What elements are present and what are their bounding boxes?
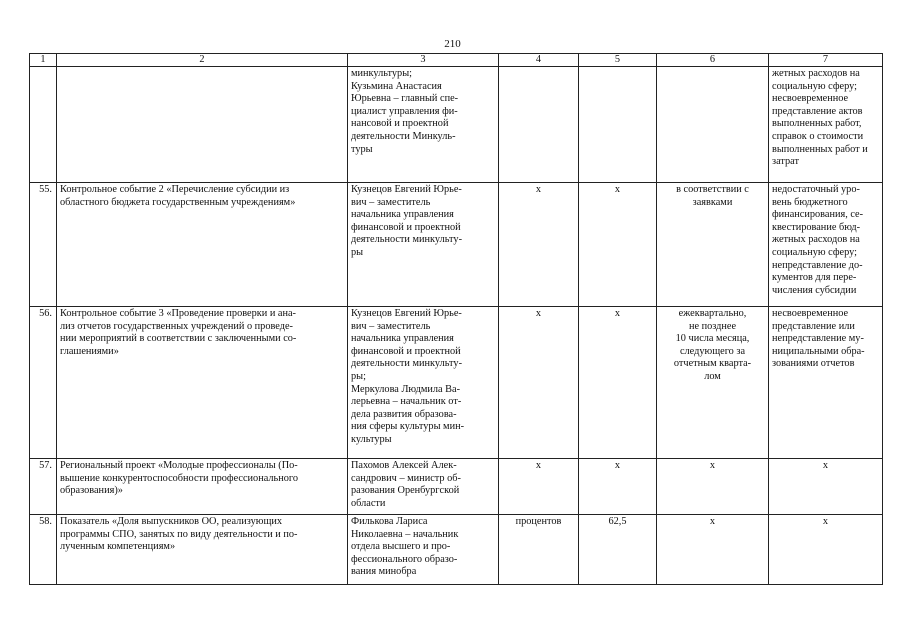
unit-cell <box>499 67 579 183</box>
header-row <box>30 54 883 67</box>
unit-cell: х <box>499 307 579 459</box>
term-cell: ежеквартально, не позднее 10 числа месяца, следующего за отчетным кварта- лом <box>657 307 769 459</box>
header-col-7: 7 <box>769 54 883 67</box>
value-cell <box>579 67 657 183</box>
table-row <box>30 307 883 459</box>
row-number: 57. <box>30 459 57 515</box>
row-number: 55. <box>30 183 57 307</box>
row-number <box>30 67 57 183</box>
term-cell <box>657 67 769 183</box>
header-col-6: 6 <box>657 54 769 67</box>
responsible-person: Пахомов Алексей Алек- сандрович – министр об- разования Оренбургской области <box>348 459 499 515</box>
unit-cell: процентов <box>499 515 579 585</box>
term-cell: х <box>657 459 769 515</box>
header-col-2: 2 <box>57 54 348 67</box>
responsible-person: Кузнецов Евгений Юрье- вич – заместитель начальника управления финансовой и проектной деятельности минкульту- ры; Меркулова Людмила Ва- лерьевна – начальник от- дела развития образова- ния сферы культуры мин- культуры <box>348 307 499 459</box>
responsible-person: Кузнецов Евгений Юрье- вич – заместитель начальника управления финансовой и проектной деятельности минкульту- ры <box>348 183 499 307</box>
value-cell: х <box>579 307 657 459</box>
risks-cell: жетных расходов на социальную сферу; несвоевременное представление актов выполненных работ, справок о стоимости выполненных работ и затрат <box>769 67 883 183</box>
value-cell: х <box>579 183 657 307</box>
plan-table <box>29 53 883 585</box>
risks-cell: х <box>769 515 883 585</box>
unit-cell: х <box>499 183 579 307</box>
row-number: 58. <box>30 515 57 585</box>
event-name: Показатель «Доля выпускников ОО, реализующих программы СПО, занятых по виду деятельности и по- лученным компетенциям» <box>57 515 348 585</box>
table-row <box>30 67 883 183</box>
value-cell: 62,5 <box>579 515 657 585</box>
event-name: Контрольное событие 3 «Проведение проверки и ана- лиз отчетов государственных учреждений о проведе- нии мероприятий в соответствии с заключенными со- глашениями» <box>57 307 348 459</box>
value-cell: х <box>579 459 657 515</box>
header-col-4: 4 <box>499 54 579 67</box>
row-number: 56. <box>30 307 57 459</box>
risks-cell: несвоевременное представление или непредставление му- ниципальными обра- зованиями отчетов <box>769 307 883 459</box>
event-name: Региональный проект «Молодые профессионалы (По- вышение конкурентоспособности профессионального образования)» <box>57 459 348 515</box>
responsible-person: минкультуры; Кузьмина Анастасия Юрьевна – главный спе- циалист управления фи- нансовой и проектной деятельности Минкуль- туры <box>348 67 499 183</box>
event-name <box>57 67 348 183</box>
header-col-3: 3 <box>348 54 499 67</box>
risks-cell: х <box>769 459 883 515</box>
term-cell: в соответствии с заявками <box>657 183 769 307</box>
term-cell: х <box>657 515 769 585</box>
risks-cell: недостаточный уро- вень бюджетного финансирования, се- квестирование бюд- жетных расходов на социальную сферу; непредставление до- кументов для пере- числения субсидии <box>769 183 883 307</box>
header-col-1: 1 <box>30 54 57 67</box>
page-number: 210 <box>444 38 461 50</box>
unit-cell: х <box>499 459 579 515</box>
table-row <box>30 183 883 307</box>
responsible-person: Филькова Лариса Николаевна – начальник отдела высшего и про- фессионального образо- вания минобра <box>348 515 499 585</box>
header-col-5: 5 <box>579 54 657 67</box>
table-row <box>30 459 883 515</box>
table-row <box>30 515 883 585</box>
event-name: Контрольное событие 2 «Перечисление субсидии из областного бюджета государственным учреждениям» <box>57 183 348 307</box>
